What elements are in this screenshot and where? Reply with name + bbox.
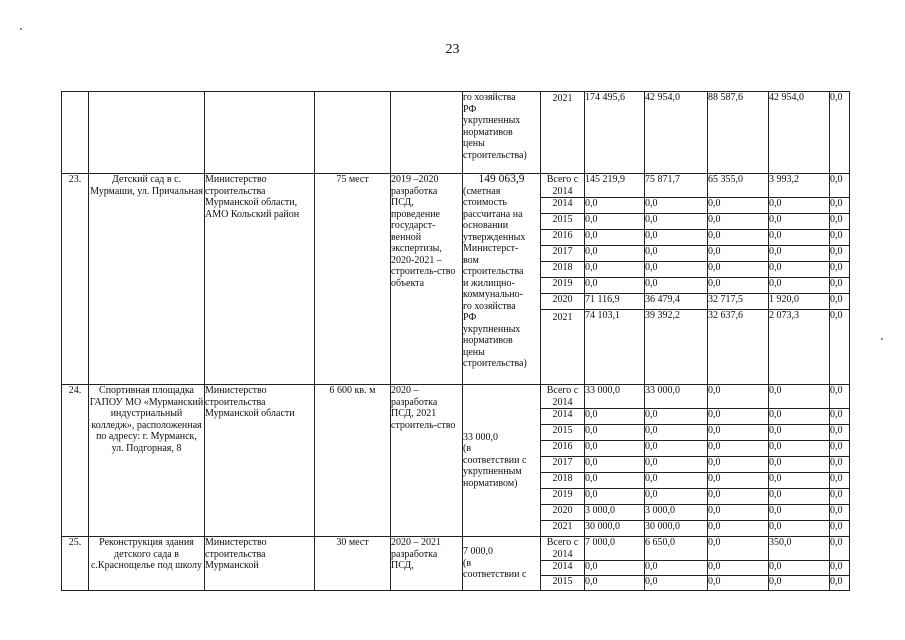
value-cell: 0,0 (769, 425, 830, 441)
value-cell: 0,0 (645, 441, 708, 457)
value-cell: 33 000,0 (645, 385, 708, 409)
cost-value: 7 000,0 (463, 546, 493, 558)
object-capacity: 75 мест (315, 174, 391, 385)
year-cell: 2021 (541, 310, 585, 385)
value-cell: 0,0 (830, 310, 850, 385)
value-cell: 0,0 (708, 505, 769, 521)
value-cell: 0,0 (585, 425, 645, 441)
year-cell: 2015 (541, 576, 585, 591)
estimated-cost (463, 174, 541, 385)
page-number: 23 (445, 42, 460, 57)
value-cell: 0,0 (830, 425, 850, 441)
implementation-stage: 2020 – разработка ПСД, 2021 строитель-ство (391, 385, 463, 537)
value-cell: 0,0 (830, 489, 850, 505)
value-cell: 0,0 (830, 214, 850, 230)
value-cell: 0,0 (769, 198, 830, 214)
cost-value: 149 063,9 (478, 173, 525, 185)
value-cell: 0,0 (708, 561, 769, 576)
year-cell: 2017 (541, 246, 585, 262)
value-cell: 0,0 (708, 214, 769, 230)
value-cell: 0,0 (830, 278, 850, 294)
value-cell: 0,0 (769, 576, 830, 591)
value-cell: 0,0 (645, 246, 708, 262)
row-number: 23. (62, 174, 89, 385)
year-cell: 2014 (541, 561, 585, 576)
value-cell: 0,0 (708, 278, 769, 294)
value-cell: 145 219,9 (585, 174, 645, 198)
value-cell: 0,0 (645, 409, 708, 425)
value-cell: 0,0 (585, 576, 645, 591)
value-cell: 0,0 (830, 230, 850, 246)
year-cell: 2020 (541, 505, 585, 521)
value-cell: 0,0 (769, 262, 830, 278)
value-cell: 32 637,6 (708, 310, 769, 385)
value-cell: 0,0 (830, 246, 850, 262)
value-cell: 0,0 (585, 198, 645, 214)
value-cell: 3 000,0 (585, 505, 645, 521)
value-cell: 174 495,6 (585, 92, 645, 174)
year-cell: 2014 (541, 198, 585, 214)
value-cell: 0,0 (769, 409, 830, 425)
year-cell: Всего с 2014 (541, 537, 585, 561)
responsible-org: Министерство строительства Мурманской области, АМО Кольский район (205, 174, 315, 385)
value-cell: 0,0 (585, 278, 645, 294)
value-cell: 0,0 (830, 174, 850, 198)
year-cell: 2017 (541, 457, 585, 473)
year-cell: 2015 (541, 214, 585, 230)
value-cell: 0,0 (645, 489, 708, 505)
value-cell: 0,0 (769, 278, 830, 294)
value-cell: 0,0 (830, 262, 850, 278)
value-cell: 39 392,2 (645, 310, 708, 385)
carry-capacity-cell (315, 92, 391, 174)
year-cell: Всего с 2014 (541, 174, 585, 198)
estimated-cost (463, 537, 541, 591)
value-cell: 0,0 (585, 262, 645, 278)
carry-over-row (62, 92, 850, 174)
value-cell: 0,0 (585, 441, 645, 457)
year-cell: 2019 (541, 278, 585, 294)
implementation-stage: 2020 – 2021 разработка ПСД, (391, 537, 463, 591)
value-cell: 0,0 (645, 425, 708, 441)
value-cell: 65 355,0 (708, 174, 769, 198)
value-cell: 0,0 (708, 473, 769, 489)
year-cell: 2020 (541, 294, 585, 310)
object-name: Реконструкция здания детского сада в с.Краснощелье под школу (89, 537, 205, 591)
value-cell: 0,0 (645, 457, 708, 473)
value-cell: 42 954,0 (645, 92, 708, 174)
responsible-org: Министерство строительства Мурманской (205, 537, 315, 591)
row-number: 24. (62, 385, 89, 537)
value-cell: 3 993,2 (769, 174, 830, 198)
carry-cost-text: го хозяйства РФ укрупненных нормативов цены строительства) (463, 92, 541, 174)
value-cell: 0,0 (830, 198, 850, 214)
value-cell: 0,0 (645, 576, 708, 591)
object-name: Спортивная площадка ГАПОУ МО «Мурманский индустриальный колледж», расположенная по адресу: г. Мурманск, ул. Подгорная, 8 (89, 385, 205, 537)
value-cell: 0,0 (708, 521, 769, 537)
value-cell: 0,0 (708, 537, 769, 561)
value-cell: 0,0 (769, 505, 830, 521)
value-cell: 0,0 (585, 409, 645, 425)
value-cell: 0,0 (585, 561, 645, 576)
value-cell: 0,0 (769, 457, 830, 473)
value-cell: 0,0 (645, 262, 708, 278)
cost-note: (сметная стоимость рассчитана на основании утвержденных Министерст- вом строительства и жилищно- коммунально- го хозяйства РФ укрупненных нормативов цены строительства) (463, 185, 527, 369)
value-cell: 0,0 (830, 92, 850, 174)
year-cell: 2021 (541, 521, 585, 537)
year-cell: 2014 (541, 409, 585, 425)
carry-org-cell (205, 92, 315, 174)
value-cell: 0,0 (708, 230, 769, 246)
value-cell: 0,0 (708, 246, 769, 262)
value-cell: 36 479,4 (645, 294, 708, 310)
value-cell: 0,0 (830, 294, 850, 310)
value-cell: 0,0 (585, 214, 645, 230)
row-number: 25. (62, 537, 89, 591)
value-cell: 0,0 (645, 278, 708, 294)
value-cell: 0,0 (585, 473, 645, 489)
value-cell: 0,0 (708, 425, 769, 441)
cost-value: 33 000,0 (463, 431, 498, 443)
value-cell: 30 000,0 (645, 521, 708, 537)
year-cell: 2018 (541, 473, 585, 489)
value-cell: 0,0 (645, 214, 708, 230)
value-cell: 0,0 (830, 505, 850, 521)
value-cell: 0,0 (769, 473, 830, 489)
year-cell: 2016 (541, 230, 585, 246)
value-cell: 0,0 (830, 457, 850, 473)
value-cell: 0,0 (830, 521, 850, 537)
value-cell: 0,0 (708, 262, 769, 278)
object-name: Детский сад в с. Мурмаши, ул. Причальная (89, 174, 205, 385)
value-cell: 0,0 (769, 561, 830, 576)
cost-note: (в соответствии с укрупненным нормативом) (463, 443, 527, 489)
value-cell: 0,0 (585, 246, 645, 262)
value-cell: 0,0 (585, 230, 645, 246)
cost-note: (в соответствии с (463, 557, 527, 581)
value-cell: 0,0 (830, 473, 850, 489)
value-cell: 0,0 (769, 246, 830, 262)
value-cell: 30 000,0 (585, 521, 645, 537)
value-cell: 75 871,7 (645, 174, 708, 198)
value-cell: 0,0 (645, 561, 708, 576)
object-capacity: 6 600 кв. м (315, 385, 391, 537)
value-cell: 0,0 (830, 561, 850, 576)
value-cell: 0,0 (769, 521, 830, 537)
scan-speck (881, 338, 883, 340)
value-cell: 0,0 (708, 457, 769, 473)
value-cell: 0,0 (708, 198, 769, 214)
value-cell: 3 000,0 (645, 505, 708, 521)
carry-name-cell (89, 92, 205, 174)
value-cell: 74 103,1 (585, 310, 645, 385)
value-cell: 0,0 (708, 576, 769, 591)
responsible-org: Министерство строительства Мурманской области (205, 385, 315, 537)
value-cell: 0,0 (645, 198, 708, 214)
carry-num-cell (62, 92, 89, 174)
value-cell: 0,0 (830, 537, 850, 561)
value-cell: 0,0 (830, 441, 850, 457)
value-cell: 0,0 (585, 457, 645, 473)
value-cell: 0,0 (708, 385, 769, 409)
value-cell: 32 717,5 (708, 294, 769, 310)
scan-speck (20, 28, 22, 30)
year-cell: 2016 (541, 441, 585, 457)
value-cell: 0,0 (645, 230, 708, 246)
value-cell: 0,0 (585, 489, 645, 505)
value-cell: 0,0 (708, 441, 769, 457)
value-cell: 88 587,6 (708, 92, 769, 174)
value-cell: 0,0 (769, 489, 830, 505)
value-cell: 0,0 (830, 409, 850, 425)
value-cell: 0,0 (769, 385, 830, 409)
value-cell: 0,0 (830, 576, 850, 591)
value-cell: 350,0 (769, 537, 830, 561)
year-cell: 2019 (541, 489, 585, 505)
value-cell: 71 116,9 (585, 294, 645, 310)
carry-stage-cell (391, 92, 463, 174)
value-cell: 33 000,0 (585, 385, 645, 409)
implementation-stage: 2019 –2020 разработка ПСД, проведение государст-венной экспертизы, 2020-2021 – строитель-ство объекта (391, 174, 463, 385)
value-cell: 1 920,0 (769, 294, 830, 310)
value-cell: 0,0 (645, 473, 708, 489)
year-cell: Всего с 2014 (541, 385, 585, 409)
value-cell: 0,0 (769, 230, 830, 246)
year-cell: 2015 (541, 425, 585, 441)
value-cell: 0,0 (769, 441, 830, 457)
value-cell: 6 650,0 (645, 537, 708, 561)
value-cell: 0,0 (830, 385, 850, 409)
value-cell: 42 954,0 (769, 92, 830, 174)
year-cell: 2021 (541, 92, 585, 174)
value-cell: 7 000,0 (585, 537, 645, 561)
year-cell: 2018 (541, 262, 585, 278)
estimated-cost (463, 385, 541, 537)
value-cell: 0,0 (708, 409, 769, 425)
object-capacity: 30 мест (315, 537, 391, 591)
objects-table (61, 91, 850, 591)
value-cell: 0,0 (708, 489, 769, 505)
value-cell: 0,0 (769, 214, 830, 230)
value-cell: 2 073,3 (769, 310, 830, 385)
